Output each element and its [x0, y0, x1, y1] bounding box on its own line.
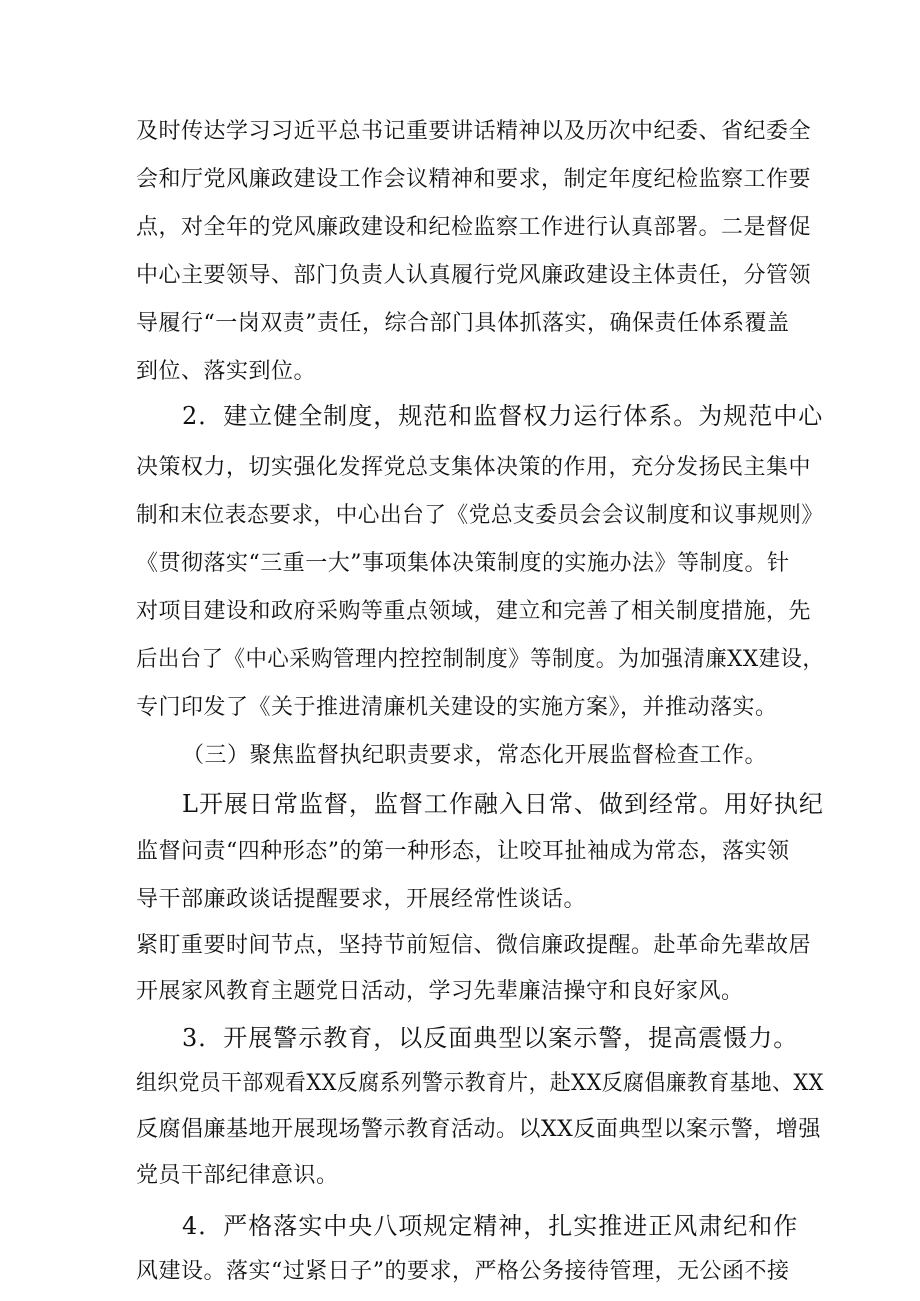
section-heading-l	[0, 784, 920, 824]
body-text: 到位、落实到位。	[136, 359, 317, 384]
body-text: 党员干部纪律意识。	[136, 1163, 339, 1188]
body-line	[0, 926, 920, 966]
body-line	[0, 160, 920, 200]
section-heading-text: 3．开展警示教育，以反面典型以案示警，提高震慑力。	[182, 1024, 799, 1052]
body-text: 导干部廉政谈话提醒要求，开展经常性谈话。	[136, 887, 587, 912]
body-line	[0, 544, 920, 584]
section-heading-4	[0, 1206, 920, 1246]
body-line	[0, 352, 920, 392]
body-text: 《贯彻落实“三重一大”事项集体决策制度的实施办法》等制度。针	[136, 551, 790, 576]
body-text: 决策权力，切实强化发挥党总支集体决策的作用，充分发扬民主集中	[136, 455, 812, 480]
section-heading-text: 2．建立健全制度，规范和监督权力运行体系。为规范中心	[182, 402, 824, 430]
body-line	[0, 640, 920, 680]
body-line	[0, 304, 920, 344]
body-text: 及时传达学习习近平总书记重要讲话精神以及历次中纪委、省纪委全	[136, 119, 812, 144]
body-line	[0, 496, 920, 536]
body-text: 开展家风教育主题党日活动，学习先辈廉洁操守和良好家风。	[136, 979, 744, 1004]
section-heading-3	[0, 1018, 920, 1058]
body-line	[0, 880, 920, 920]
body-text: 监督问责“四种形态”的第一种形态，让咬耳扯袖成为常态，落实领	[136, 839, 790, 864]
body-line	[0, 112, 920, 152]
body-line	[0, 256, 920, 296]
body-text: 反腐倡廉基地开展现场警示教育活动。以XX反面典型以案示警，增强	[136, 1117, 821, 1142]
body-line	[0, 688, 920, 728]
body-line	[0, 1252, 920, 1292]
body-text: 中心主要领导、部门负责人认真履行党风廉政建设主体责任，分管领	[136, 263, 812, 288]
body-text: 组织党员干部观看XX反腐系列警示教育片，赴XX反腐倡廉教育基地、XX	[136, 1071, 824, 1096]
body-text: 风建设。落实“过紧日子”的要求，严格公务接待管理，无公函不接	[136, 1259, 790, 1284]
body-line	[0, 1110, 920, 1150]
section-heading-2	[0, 396, 920, 436]
subsection-heading-text: （三）聚焦监督执纪职责要求，常态化开展监督检查工作。	[182, 743, 768, 768]
body-text: 点，对全年的党风廉政建设和纪检监察工作进行认真部署。二是督促	[136, 215, 812, 240]
body-line	[0, 832, 920, 872]
body-text: 导履行“一岗双责”责任，综合部门具体抓落实，确保责任体系覆盖	[136, 311, 790, 336]
body-text: 对项目建设和政府采购等重点领域，建立和完善了相关制度措施，先	[136, 599, 812, 624]
body-text: 后出台了《中心采购管理内控控制制度》等制度。为加强清廉XX建设，	[136, 647, 825, 672]
body-line	[0, 208, 920, 248]
section-heading-text: L开展日常监督，监督工作融入日常、做到经常。用好执纪	[182, 790, 824, 818]
body-line	[0, 972, 920, 1012]
body-text: 紧盯重要时间节点，坚持节前短信、微信廉政提醒。赴革命先辈故居	[136, 933, 812, 958]
body-text: 会和厅党风廉政建设工作会议精神和要求，制定年度纪检监察工作要	[136, 167, 812, 192]
body-text: 制和末位表态要求，中心出台了《党总支委员会会议制度和议事规则》	[136, 503, 824, 528]
section-heading-text: 4．严格落实中央八项规定精神，扎实推进正风肃纪和作	[182, 1212, 799, 1240]
body-line	[0, 592, 920, 632]
body-text: 专门印发了《关于推进清廉机关建设的实施方案》，并推动落实。	[136, 695, 778, 720]
body-line	[0, 448, 920, 488]
subsection-heading-3	[0, 736, 920, 776]
body-line	[0, 1064, 920, 1104]
body-line	[0, 1156, 920, 1196]
